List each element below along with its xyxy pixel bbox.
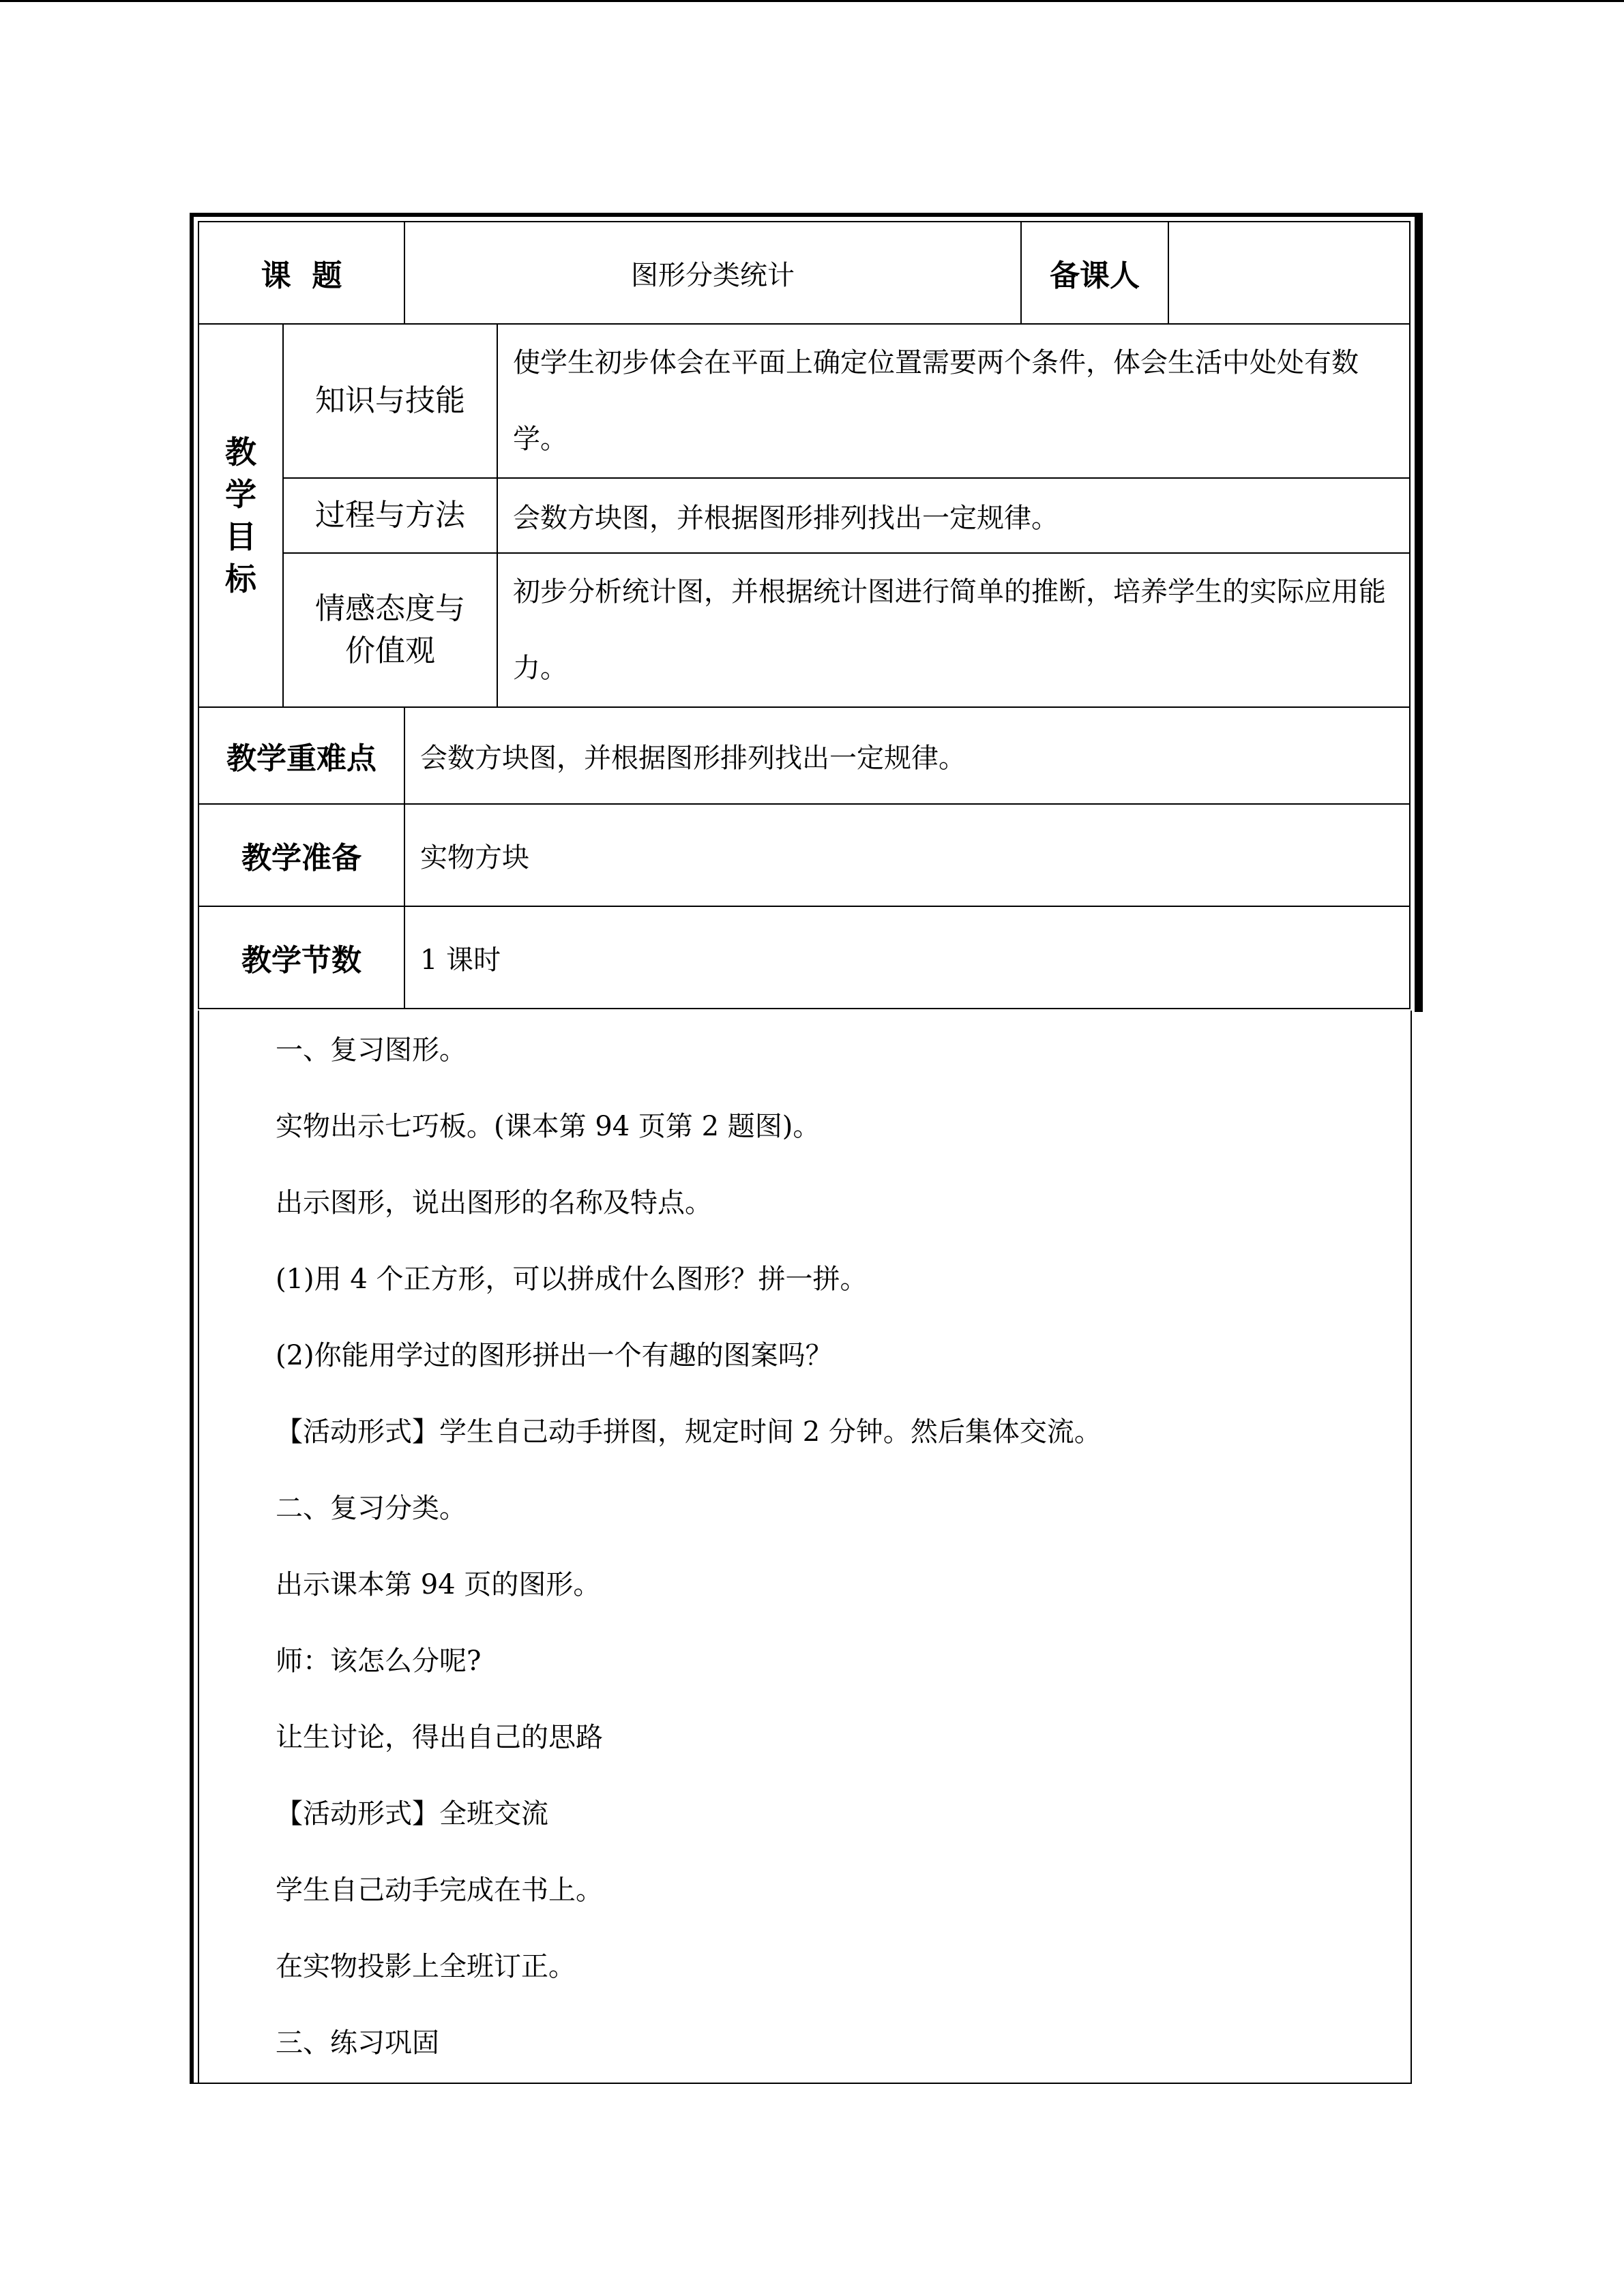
periods-row bbox=[198, 906, 1410, 1009]
process-method-label: 过程与方法 bbox=[283, 478, 497, 553]
objectives-label-char: 教 bbox=[225, 434, 256, 471]
objectives-label-char: 学 bbox=[225, 476, 256, 513]
preparation-row bbox=[198, 804, 1410, 906]
process-line: 师：该怎么分呢? bbox=[276, 1645, 482, 1677]
process-line: 一、复习图形。 bbox=[276, 1034, 467, 1066]
objectives-label bbox=[198, 324, 283, 707]
objective-row-process bbox=[198, 478, 1410, 553]
preparation-label: 教学准备 bbox=[198, 804, 404, 906]
process-method-text: 会数方块图，并根据图形排列找出一定规律。 bbox=[497, 478, 1410, 553]
topic-label: 课 题 bbox=[198, 222, 404, 324]
process-line: 【活动形式】学生自己动手拼图，规定时间 2 分钟。然后集体交流。 bbox=[276, 1416, 1102, 1448]
objective-row-attitude bbox=[198, 553, 1410, 707]
knowledge-skills-text: 使学生初步体会在平面上确定位置需要两个条件，体会生活中处处有数学。 bbox=[497, 324, 1410, 478]
periods-text: 1 课时 bbox=[404, 906, 1410, 1009]
process-line: 三、练习巩固 bbox=[276, 2027, 439, 2059]
key-points-label: 教学重难点 bbox=[198, 707, 404, 804]
process-line: 出示课本第 94 页的图形。 bbox=[276, 1569, 601, 1600]
objectives-label-char: 标 bbox=[225, 561, 256, 597]
preparer-value bbox=[1168, 222, 1410, 324]
attitude-values-text: 初步分析统计图，并根据统计图进行简单的推断，培养学生的实际应用能力。 bbox=[497, 553, 1410, 707]
process-line: (2)你能用学过的图形拼出一个有趣的图案吗？ bbox=[276, 1340, 833, 1371]
attitude-values-label-line: 价值观 bbox=[345, 633, 435, 668]
key-points-text: 会数方块图，并根据图形排列找出一定规律。 bbox=[404, 707, 1410, 804]
attitude-values-label-line: 情感态度与 bbox=[315, 591, 465, 626]
topic-value: 图形分类统计 bbox=[404, 222, 1021, 324]
process-line: 出示图形，说出图形的名称及特点。 bbox=[276, 1187, 712, 1219]
teaching-process-lines bbox=[276, 1031, 1102, 2100]
topic-row bbox=[198, 222, 1410, 324]
attitude-values-label bbox=[283, 553, 497, 707]
process-line: 让生讨论，得出自己的思路 bbox=[276, 1722, 603, 1753]
process-line: 学生自己动手完成在书上。 bbox=[276, 1875, 603, 1906]
objectives-label-char: 目 bbox=[225, 518, 256, 555]
preparer-label: 备课人 bbox=[1021, 222, 1168, 324]
knowledge-skills-label: 知识与技能 bbox=[283, 324, 497, 478]
preparation-text: 实物方块 bbox=[404, 804, 1410, 906]
lesson-plan-table bbox=[198, 221, 1409, 1009]
process-line: 实物出示七巧板。(课本第 94 页第 2 题图)。 bbox=[276, 1111, 821, 1142]
page-top-border bbox=[0, 0, 1624, 2]
process-line: 【活动形式】全班交流 bbox=[276, 1798, 548, 1830]
objective-row-knowledge bbox=[198, 324, 1410, 478]
process-line: 在实物投影上全班订正。 bbox=[276, 1951, 576, 1982]
process-line: (1)用 4 个正方形，可以拼成什么图形？拼一拼。 bbox=[276, 1264, 868, 1295]
periods-label: 教学节数 bbox=[198, 906, 404, 1009]
key-points-row bbox=[198, 707, 1410, 804]
process-line: 二、复习分类。 bbox=[276, 1493, 467, 1524]
